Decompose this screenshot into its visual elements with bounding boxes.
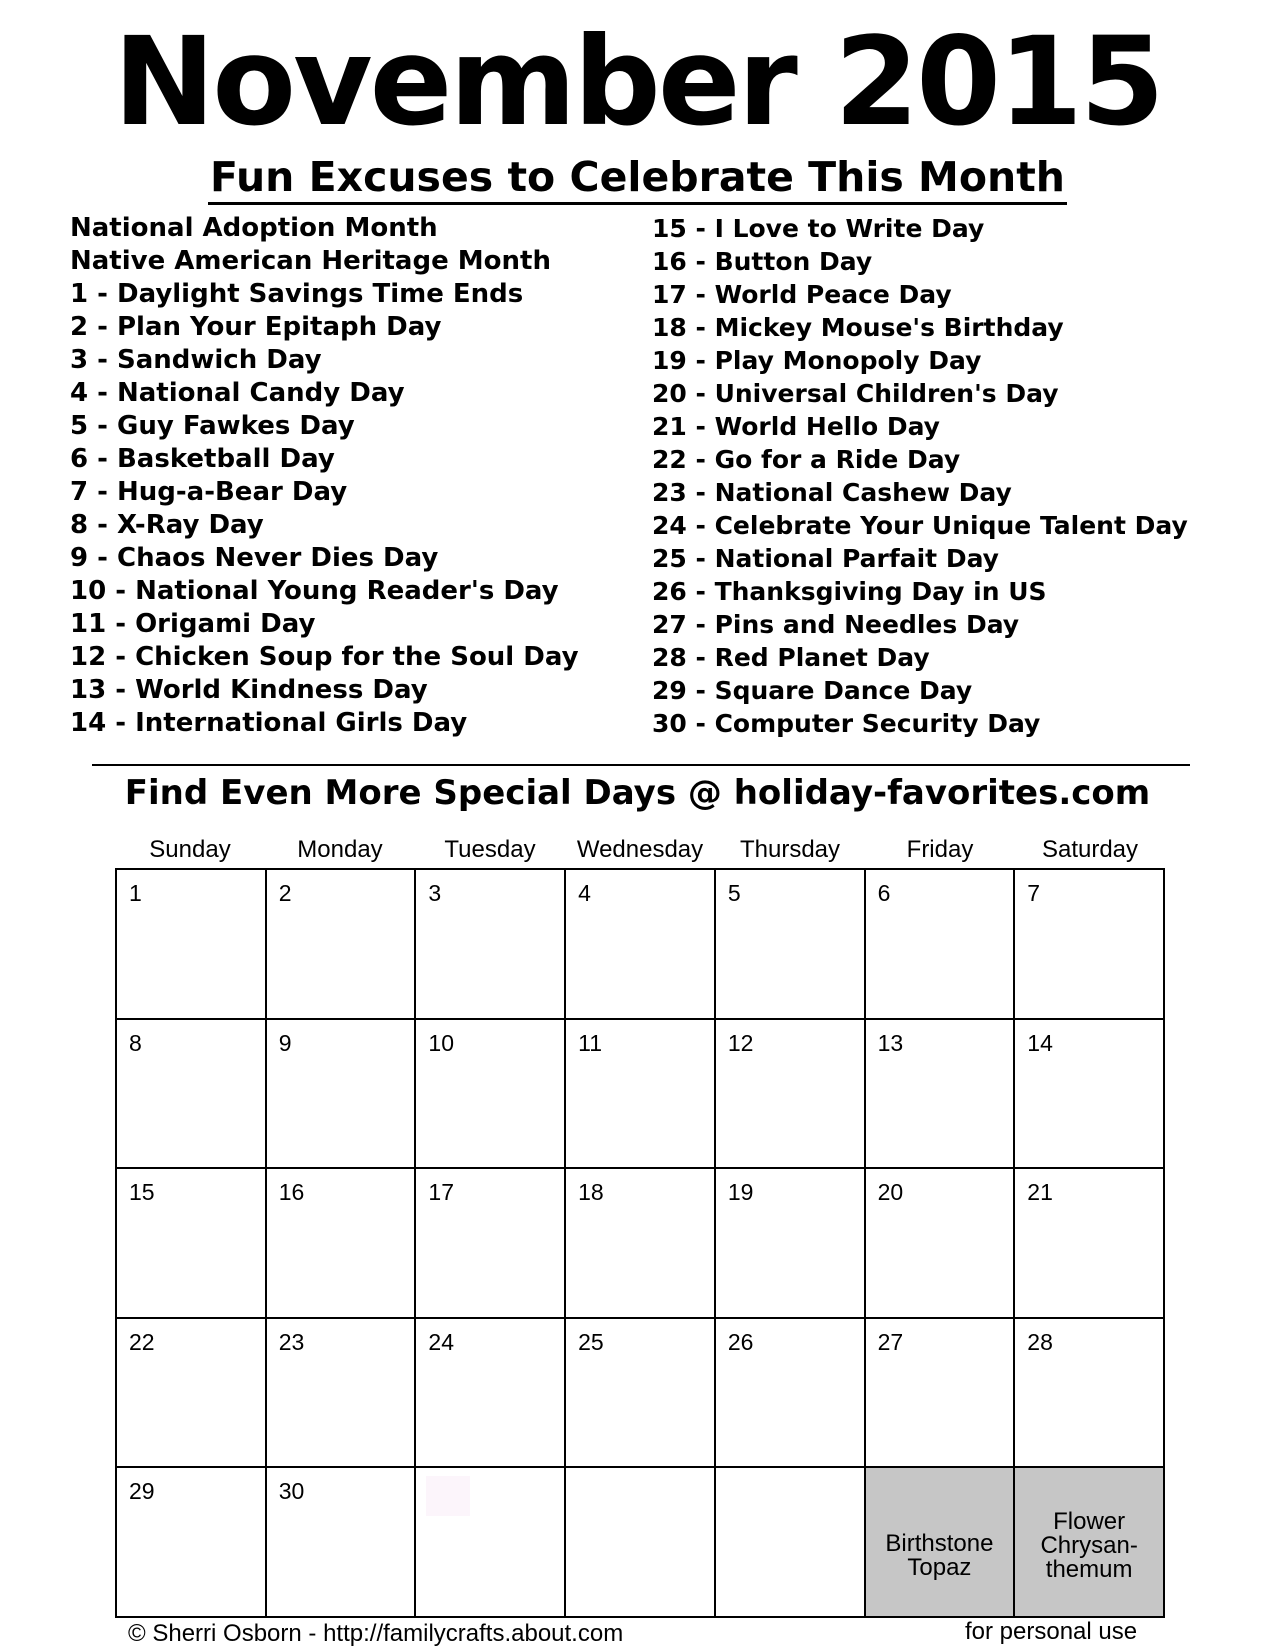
day-number: 26 — [727, 1328, 754, 1355]
events-list-left — [70, 212, 579, 740]
event-item: 20 - Universal Children's Day — [652, 379, 1059, 408]
day-number: 21 — [1027, 1179, 1053, 1206]
event-item: 6 - Basketball Day — [70, 444, 335, 474]
day-number: 5 — [727, 880, 741, 906]
day-number: 18 — [578, 1179, 604, 1206]
day-number: 23 — [278, 1328, 305, 1355]
day-cell — [716, 1020, 866, 1170]
day-cell — [416, 1020, 566, 1170]
day-number: 24 — [428, 1328, 455, 1355]
day-cell — [866, 1020, 1016, 1170]
event-item: National Adoption Month — [70, 213, 438, 243]
day-number: 13 — [877, 1029, 904, 1056]
day-cell — [566, 870, 716, 1020]
day-number: 2 — [278, 880, 292, 906]
day-number: 3 — [428, 880, 442, 906]
day-number: 22 — [129, 1328, 155, 1355]
event-item: Native American Heritage Month — [70, 246, 551, 276]
day-cell — [267, 870, 417, 1020]
day-cell — [267, 1169, 417, 1319]
day-cell — [716, 1169, 866, 1319]
day-number: 1 — [129, 880, 142, 906]
flower-value-line2: themum — [1045, 1556, 1133, 1584]
event-item: 26 - Thanksgiving Day in US — [652, 577, 1047, 606]
event-item: 3 - Sandwich Day — [70, 345, 322, 375]
day-cell-empty — [716, 1468, 866, 1618]
event-item: 22 - Go for a Ride Day — [652, 445, 961, 474]
day-cell — [117, 1169, 267, 1319]
day-number: 15 — [129, 1179, 155, 1206]
day-cell — [267, 1319, 417, 1469]
day-cell — [866, 1319, 1016, 1469]
day-number: 12 — [727, 1029, 754, 1056]
event-item: 5 - Guy Fawkes Day — [70, 411, 355, 441]
faint-tint-mark — [426, 1476, 470, 1516]
weekday-thursday: Thursday — [739, 836, 841, 863]
weekday-saturday: Saturday — [1041, 836, 1139, 863]
birthstone-cell — [866, 1468, 1016, 1618]
flower-label: Flower — [1053, 1508, 1126, 1536]
day-cell — [566, 1020, 716, 1170]
day-number: 14 — [1027, 1029, 1053, 1056]
event-item: 16 - Button Day — [652, 247, 873, 276]
birthstone-label: Birthstone — [885, 1530, 994, 1558]
day-cell — [566, 1319, 716, 1469]
event-item: 18 - Mickey Mouse's Birthday — [652, 313, 1064, 342]
day-cell — [716, 870, 866, 1020]
birthstone-value: Topaz — [907, 1554, 972, 1582]
day-number: 20 — [877, 1179, 904, 1206]
day-cell — [117, 1020, 267, 1170]
day-number: 8 — [129, 1029, 142, 1056]
event-item: 7 - Hug-a-Bear Day — [70, 477, 348, 507]
calendar-grid — [115, 868, 1165, 1618]
day-number: 9 — [278, 1029, 292, 1056]
event-item: 30 - Computer Security Day — [652, 709, 1041, 738]
event-item: 11 - Origami Day — [70, 609, 316, 639]
event-item: 12 - Chicken Soup for the Soul Day — [70, 642, 579, 672]
flower-cell — [1015, 1468, 1165, 1618]
day-cell — [117, 1319, 267, 1469]
day-cell — [1015, 1169, 1165, 1319]
day-cell — [866, 870, 1016, 1020]
copyright-footer: © Sherri Osborn - http://familycrafts.about.com — [128, 1620, 624, 1647]
day-number: 28 — [1027, 1328, 1053, 1355]
day-cell — [267, 1020, 417, 1170]
day-cell — [416, 870, 566, 1020]
event-item: 23 - National Cashew Day — [652, 478, 1012, 507]
day-cell — [416, 1169, 566, 1319]
event-item: 10 - National Young Reader's Day — [70, 576, 559, 606]
usage-footer: for personal use — [965, 1618, 1138, 1645]
day-cell-empty — [566, 1468, 716, 1618]
weekday-wednesday: Wednesday — [576, 836, 704, 863]
day-number: 16 — [278, 1179, 305, 1206]
day-number: 30 — [278, 1478, 305, 1505]
event-item: 8 - X-Ray Day — [70, 510, 264, 540]
event-item: 29 - Square Dance Day — [652, 676, 973, 705]
event-item: 24 - Celebrate Your Unique Talent Day — [652, 511, 1188, 540]
day-cell — [117, 1468, 267, 1618]
birthstone-note — [866, 1532, 1014, 1580]
day-number: 10 — [428, 1029, 455, 1056]
day-number: 11 — [578, 1029, 603, 1056]
day-cell — [1015, 870, 1165, 1020]
weekday-tuesday: Tuesday — [444, 836, 536, 863]
flower-note — [1015, 1510, 1163, 1582]
day-cell — [117, 870, 267, 1020]
weekday-friday: Friday — [906, 836, 974, 863]
event-item: 28 - Red Planet Day — [652, 643, 930, 672]
event-item: 27 - Pins and Needles Day — [652, 610, 1020, 639]
event-item: 19 - Play Monopoly Day — [652, 346, 982, 375]
day-cell — [866, 1169, 1016, 1319]
events-list-right — [652, 212, 1188, 740]
section-divider — [92, 764, 1190, 766]
page-title: November 2015 — [113, 11, 1162, 153]
event-item: 13 - World Kindness Day — [70, 675, 428, 705]
event-item: 25 - National Parfait Day — [652, 544, 999, 573]
more-days-link-text: Find Even More Special Days @ holiday-favorites.com — [124, 773, 1151, 813]
event-item: 9 - Chaos Never Dies Day — [70, 543, 439, 573]
day-number: 27 — [877, 1328, 904, 1355]
day-cell — [1015, 1020, 1165, 1170]
weekday-sunday: Sunday — [149, 836, 231, 863]
event-item: 21 - World Hello Day — [652, 412, 940, 441]
day-number: 17 — [428, 1179, 455, 1206]
day-cell — [267, 1468, 417, 1618]
day-number: 19 — [727, 1179, 754, 1206]
day-cell — [1015, 1319, 1165, 1469]
event-item: 17 - World Peace Day — [652, 280, 952, 309]
event-item: 1 - Daylight Savings Time Ends — [70, 279, 524, 309]
day-cell — [716, 1319, 866, 1469]
day-cell — [416, 1319, 566, 1469]
flower-value-line1: Chrysan- — [1040, 1532, 1138, 1560]
event-item: 4 - National Candy Day — [70, 378, 405, 408]
page-subtitle — [0, 152, 1275, 202]
event-item: 2 - Plan Your Epitaph Day — [70, 312, 442, 342]
weekday-header — [115, 832, 1165, 868]
weekday-monday: Monday — [297, 836, 383, 863]
day-cell — [566, 1169, 716, 1319]
event-item: 14 - International Girls Day — [70, 708, 468, 738]
day-cell-empty — [416, 1468, 566, 1618]
event-item: 15 - I Love to Write Day — [652, 214, 985, 243]
day-number: 25 — [578, 1328, 604, 1355]
day-number: 4 — [578, 880, 591, 906]
day-number: 6 — [877, 880, 891, 906]
subtitle-text: Fun Excuses to Celebrate This Month — [208, 153, 1067, 205]
day-number: 29 — [129, 1478, 155, 1505]
day-number: 7 — [1027, 880, 1041, 906]
